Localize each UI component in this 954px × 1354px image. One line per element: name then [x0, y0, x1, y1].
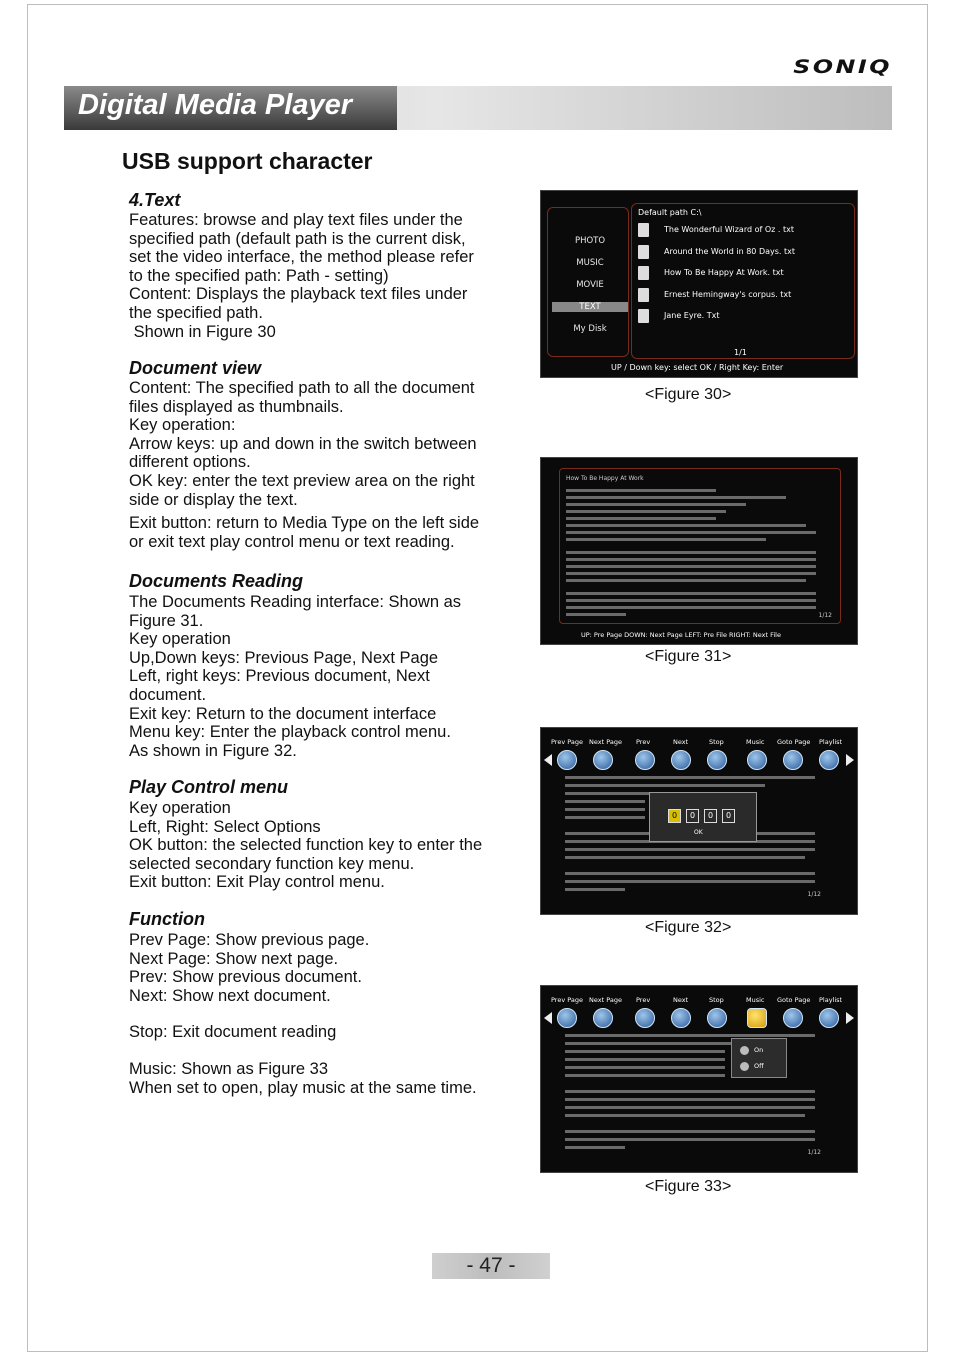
- reading-area: [559, 468, 841, 624]
- page-indicator: 1/1: [734, 348, 747, 357]
- control-label: Stop: [709, 996, 724, 1004]
- next-icon[interactable]: [671, 750, 691, 770]
- control-label: Prev: [636, 738, 651, 746]
- text-line-bar: [566, 599, 816, 602]
- key-hint-bar: UP / Down key: select OK / Right Key: Enter: [611, 363, 784, 372]
- text-line: side or display the text.: [129, 490, 298, 509]
- figure-30-caption: <Figure 30>: [645, 386, 732, 403]
- text-line: Next Page: Show next page.: [129, 949, 339, 968]
- text-body: [129, 211, 529, 341]
- text-line-bar: [566, 565, 816, 568]
- text-line: OK key: enter the text preview area on the right: [129, 471, 475, 490]
- file-list-panel: [631, 203, 855, 359]
- control-menu-labels: [549, 738, 853, 748]
- text-line-bar: [565, 808, 645, 811]
- play-control-body: [129, 799, 529, 892]
- function-body: [129, 931, 529, 1005]
- text-line: Stop: Exit document reading: [129, 1023, 337, 1041]
- text-line-bar: [566, 592, 816, 595]
- music-option-off[interactable]: Off: [740, 1061, 786, 1073]
- text-line: Music: Shown as Figure 33: [129, 1060, 329, 1078]
- text-line-bar: [565, 856, 805, 859]
- text-line: Up,Down keys: Previous Page, Next Page: [129, 648, 439, 667]
- text-line-bar: [565, 1098, 815, 1101]
- text-line-bar: [565, 1114, 805, 1117]
- text-line: Left, Right: Select Options: [129, 817, 321, 836]
- text-line: document.: [129, 685, 207, 704]
- header-title: Digital Media Player: [78, 89, 352, 121]
- media-type-music[interactable]: MUSIC: [576, 258, 604, 268]
- function-heading: Function: [129, 909, 205, 929]
- text-line-bar: [566, 510, 726, 513]
- default-path: Default path C:\: [638, 208, 702, 217]
- control-label: Next Page: [589, 738, 622, 746]
- password-digit[interactable]: 0: [722, 809, 735, 823]
- text-line-bar: [565, 1090, 815, 1093]
- control-label: Prev Page: [551, 738, 583, 746]
- brand-logo: SONIQ: [793, 56, 892, 78]
- text-line-bar: [566, 489, 716, 492]
- text-line: The Documents Reading interface: Shown as: [129, 593, 462, 611]
- text-line-bar: [565, 1058, 725, 1061]
- stop-icon[interactable]: [707, 1008, 727, 1028]
- text-line-bar: [565, 872, 815, 875]
- scroll-left-icon[interactable]: [544, 754, 552, 766]
- text-line-bar: [566, 496, 786, 499]
- text-line: Key operation: [129, 799, 231, 817]
- text-line: Exit button: return to Media Type on the left side: [129, 514, 480, 532]
- stop-icon[interactable]: [707, 750, 727, 770]
- radio-icon: [740, 1046, 749, 1055]
- document-title: How To Be Happy At Work: [566, 475, 644, 482]
- document-view-body-2: [129, 514, 529, 551]
- text-line: Content: The specified path to all the document: [129, 379, 475, 397]
- prev-icon[interactable]: [635, 1008, 655, 1028]
- text-line: set the video interface, the method please refer: [129, 248, 474, 267]
- password-dialog: [649, 792, 757, 842]
- text-line: Prev Page: Show previous page.: [129, 931, 370, 949]
- music-icon[interactable]: [747, 1008, 767, 1028]
- text-line: Key operation: [129, 630, 231, 649]
- file-item[interactable]: Around the World in 80 Days. txt: [638, 244, 850, 262]
- page-indicator: 1/12: [807, 1149, 821, 1156]
- document-icon: [638, 288, 649, 302]
- file-item[interactable]: How To Be Happy At Work. txt: [638, 265, 850, 283]
- text-line-bar: [566, 517, 716, 520]
- text-line-bar: [565, 776, 815, 779]
- prev-page-icon[interactable]: [557, 1008, 577, 1028]
- control-label: Next: [673, 738, 689, 746]
- function-stop: [129, 1023, 529, 1042]
- prev-icon[interactable]: [635, 750, 655, 770]
- ok-button[interactable]: OK: [694, 829, 703, 836]
- play-control-heading: Play Control menu: [129, 777, 289, 797]
- prev-page-icon[interactable]: [557, 750, 577, 770]
- text-line-bar: [565, 848, 815, 851]
- media-type-menu: [547, 207, 629, 357]
- text-line: Arrow keys: up and down in the switch between: [129, 434, 477, 453]
- control-label: Goto Page: [777, 738, 811, 746]
- function-music: [129, 1060, 529, 1097]
- text-line-bar: [565, 1146, 625, 1149]
- text-line-bar: [565, 1130, 815, 1133]
- password-digit[interactable]: 0: [668, 809, 681, 823]
- goto-page-icon[interactable]: [783, 750, 803, 770]
- text-line-bar: [566, 579, 806, 582]
- control-label: Playlist: [819, 996, 843, 1004]
- music-option-on[interactable]: On: [740, 1045, 786, 1057]
- control-label: Music: [746, 996, 765, 1004]
- next-icon[interactable]: [671, 1008, 691, 1028]
- control-label: Music: [746, 738, 765, 746]
- text-line-bar: [565, 800, 645, 803]
- document-view-heading: Document view: [129, 358, 262, 378]
- control-label: Playlist: [819, 738, 843, 746]
- text-line: OK button: the selected function key to enter the: [129, 836, 483, 855]
- scroll-right-icon[interactable]: [846, 754, 854, 766]
- media-type-text[interactable]: TEXT: [552, 302, 628, 312]
- text-line: Features: browse and play text files under the: [129, 211, 463, 229]
- text-line-bar: [565, 1074, 725, 1077]
- text-line-bar: [566, 531, 816, 534]
- text-line: Figure 31.: [129, 611, 204, 630]
- text-heading: 4.Text: [129, 190, 181, 210]
- text-line-bar: [566, 558, 816, 561]
- documents-reading-body: [129, 593, 529, 760]
- control-label: Prev Page: [551, 996, 583, 1004]
- text-line: Content: Displays the playback text files under: [129, 285, 468, 304]
- document-view-body: [129, 379, 529, 509]
- file-item[interactable]: Ernest Hemingway's corpus. txt: [638, 287, 850, 305]
- text-line: Key operation:: [129, 416, 236, 435]
- text-line-bar: [565, 816, 645, 819]
- documents-reading-heading: Documents Reading: [129, 571, 304, 591]
- text-line-bar: [565, 1066, 725, 1069]
- text-line-bar: [565, 880, 815, 883]
- text-line: to the specified path: Path - setting): [129, 266, 389, 285]
- control-label: Goto Page: [777, 996, 811, 1004]
- text-line-bar: [566, 503, 746, 506]
- text-line: specified path (default path is the current disk,: [129, 229, 466, 248]
- text-line: Exit button: Exit Play control menu.: [129, 873, 385, 892]
- text-line: the specified path.: [129, 303, 263, 322]
- control-menu-labels: [549, 996, 853, 1006]
- text-line-bar: [566, 613, 626, 616]
- control-label: Prev: [636, 996, 651, 1004]
- next-page-icon[interactable]: [593, 1008, 613, 1028]
- radio-icon: [740, 1062, 749, 1071]
- goto-page-icon[interactable]: [783, 1008, 803, 1028]
- text-line: Menu key: Enter the playback control menu.: [129, 723, 451, 742]
- figure-32-screen: [540, 727, 858, 915]
- text-line: different options.: [129, 453, 251, 472]
- media-type-movie[interactable]: MOVIE: [576, 280, 604, 290]
- text-line: When set to open, play music at the same time.: [129, 1078, 477, 1097]
- control-label: Next: [673, 996, 689, 1004]
- next-page-icon[interactable]: [593, 750, 613, 770]
- file-item[interactable]: The Wonderful Wizard of Oz . txt: [638, 222, 850, 240]
- scroll-left-icon[interactable]: [544, 1012, 552, 1024]
- control-label: Next Page: [589, 996, 622, 1004]
- text-line: selected secondary function key menu.: [129, 854, 415, 873]
- control-label: Stop: [709, 738, 724, 746]
- figure-33-caption: <Figure 33>: [645, 1178, 732, 1195]
- text-line-bar: [566, 572, 816, 575]
- page-indicator: 1/12: [818, 612, 832, 619]
- text-line: or exit text play control menu or text reading.: [129, 532, 455, 551]
- file-item[interactable]: Jane Eyre. Txt: [638, 308, 850, 326]
- text-line-bar: [565, 784, 765, 787]
- text-line: As shown in Figure 32.: [129, 741, 297, 760]
- music-icon[interactable]: [747, 750, 767, 770]
- password-digit[interactable]: 0: [686, 809, 699, 823]
- text-line: files displayed as thumbnails.: [129, 397, 344, 416]
- playlist-icon[interactable]: [819, 1008, 839, 1028]
- text-line-bar: [565, 1050, 725, 1053]
- text-line: Left, right keys: Previous document, Next: [129, 667, 430, 686]
- figure-30-screen: [540, 190, 858, 378]
- figure-33-screen: [540, 985, 858, 1173]
- media-type-my-disk[interactable]: My Disk: [573, 324, 607, 334]
- text-line-bar: [566, 551, 816, 554]
- text-line-bar: [565, 1138, 815, 1141]
- document-icon: [638, 266, 649, 280]
- figure-32-caption: <Figure 32>: [645, 919, 732, 936]
- text-line: Next: Show next document.: [129, 986, 331, 1005]
- section-title: USB support character: [122, 148, 373, 174]
- text-line-bar: [566, 606, 816, 609]
- scroll-right-icon[interactable]: [846, 1012, 854, 1024]
- page-number: - 47 -: [466, 1254, 516, 1277]
- text-line-bar: [565, 1106, 815, 1109]
- text-line: Prev: Show previous document.: [129, 968, 362, 987]
- media-type-photo[interactable]: PHOTO: [574, 236, 606, 246]
- playlist-icon[interactable]: [819, 750, 839, 770]
- key-hint-bar: UP: Pre Page DOWN: Next Page LEFT: Pre File RIGHT: Next File: [581, 631, 781, 639]
- figure-31-caption: <Figure 31>: [645, 648, 732, 665]
- document-icon: [638, 245, 649, 259]
- page-indicator: 1/12: [807, 891, 821, 898]
- text-line-bar: [565, 1034, 815, 1037]
- document-icon: [638, 309, 649, 323]
- text-line-bar: [566, 524, 806, 527]
- figure-31-screen: [540, 457, 858, 645]
- text-line-bar: [565, 888, 625, 891]
- password-digit[interactable]: 0: [704, 809, 717, 823]
- music-options-popup: [731, 1038, 787, 1078]
- text-line: Shown in Figure 30: [129, 322, 276, 341]
- text-line-bar: [566, 538, 766, 541]
- document-icon: [638, 223, 649, 237]
- text-line: Exit key: Return to the document interface: [129, 704, 437, 723]
